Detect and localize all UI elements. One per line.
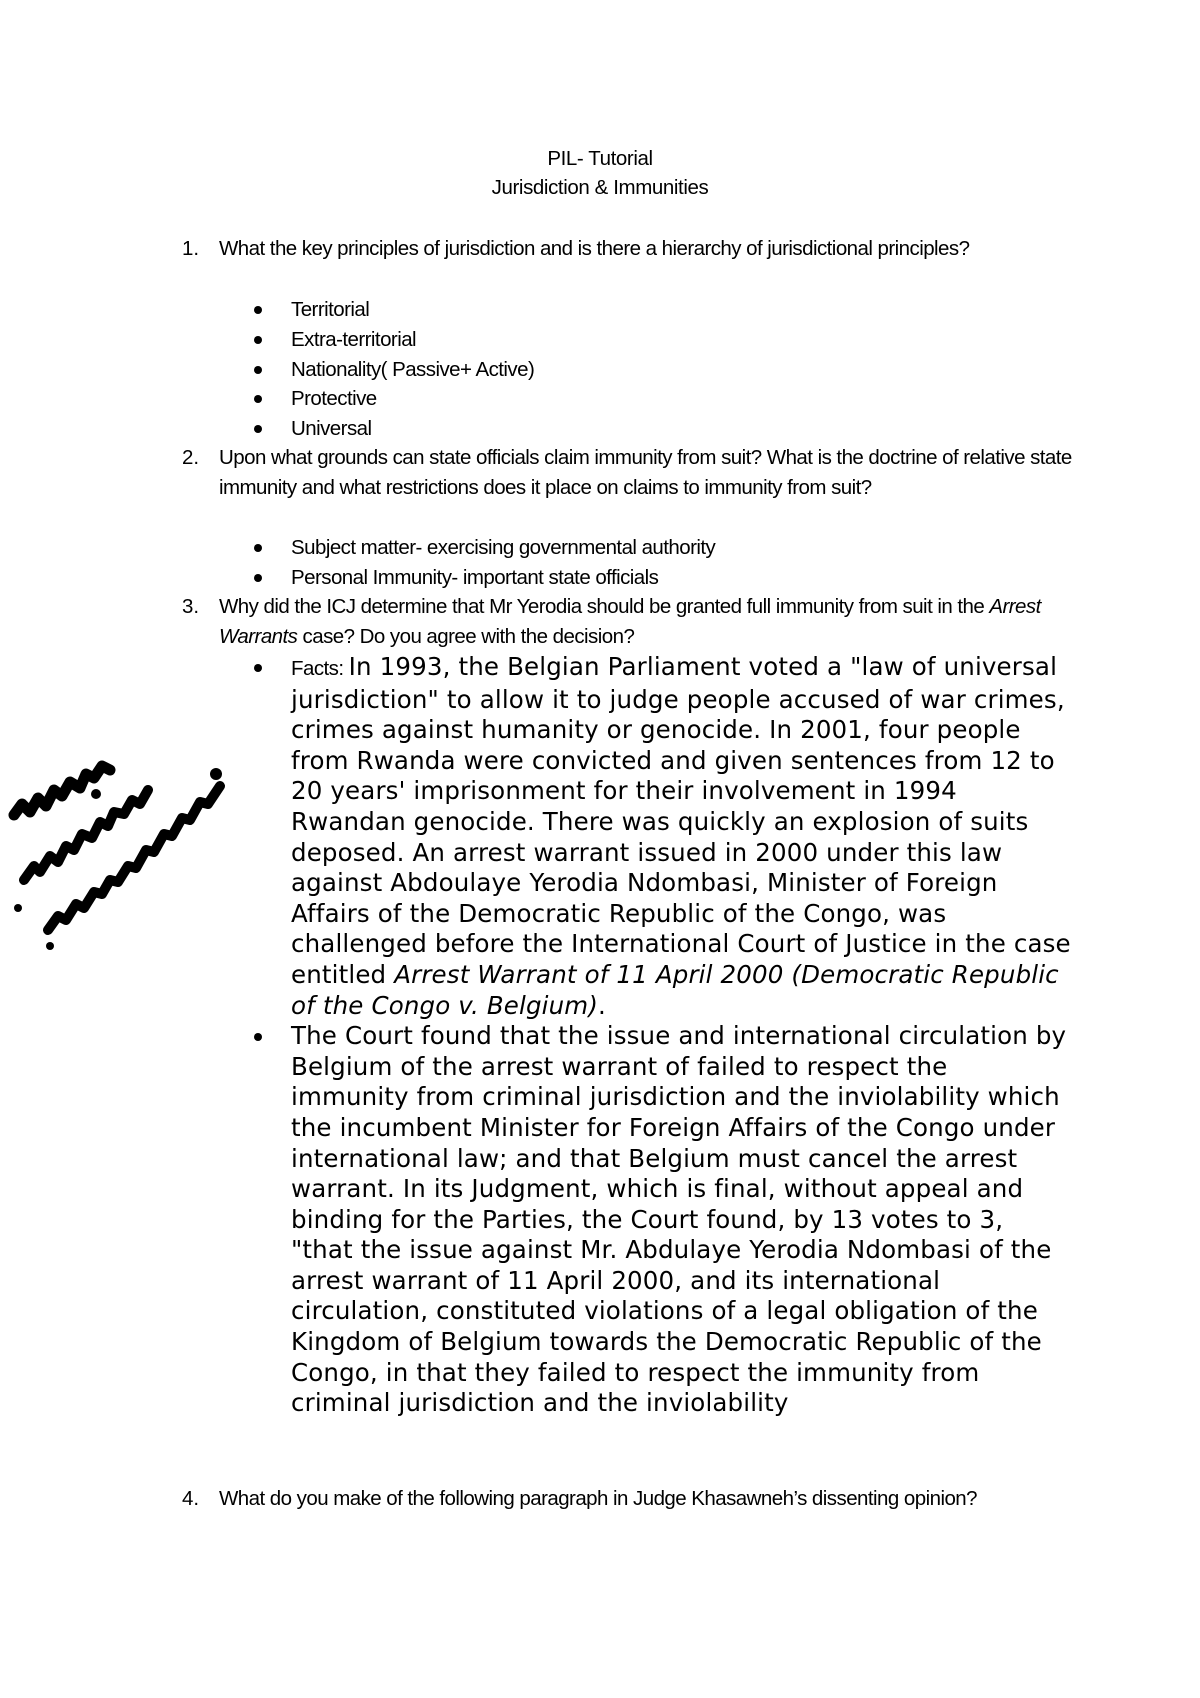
question-1-bullet-list (0, 295, 1200, 444)
court-finding-paragraph: The Court found that the issue and international circulation by Belgium of the arrest warrant of failed to respect the immunity from criminal jurisdiction and the inviolability which the incumbent Minister for Foreign Affairs of the Congo under international law; and that Belgium must cancel the arrest warrant. In its Judgment, which is final, without appeal and binding for the Parties, the Court found, by 13 votes to 3, "that the issue against Mr. Abdulaye Yerodia Ndombasi of the arrest warrant of 11 April 2000, and its international circulation, constituted violations of a legal obligation of the Kingdom of Belgium towards the Democratic Republic of the Congo, in that they failed to respect the immunity from criminal jurisdiction and the inviolability (0, 1021, 1071, 1419)
list-item: Territorial (0, 295, 1091, 325)
list-item: Personal Immunity- important state officials (0, 563, 1091, 593)
question-3-text: Why did the ICJ determine that Mr Yerodia should be granted full immunity from suit in the Arrest Warrants case? Do you agree with the decision? (219, 595, 1041, 648)
list-item: Nationality( Passive+ Active) (0, 355, 1091, 385)
bullet-icon (254, 366, 262, 374)
question-4-number: 4. (182, 1487, 200, 1510)
question-3-number: 3. (182, 595, 200, 618)
question-1-number: 1. (182, 237, 200, 260)
question-4-text: What do you make of the following paragraph in Judge Khasawneh’s dissenting opinion? (219, 1487, 978, 1510)
bullet-icon (254, 425, 262, 433)
bullet-icon (254, 544, 262, 552)
handwritten-scribble (0, 730, 240, 960)
facts-paragraph: Facts: In 1993, the Belgian Parliament voted a "law of universal jurisdiction" to allow it to judge people accused of war crimes, crimes against humanity or genocide. In 2001, four people from Rwanda were convicted and given sentences from 12 to 20 years' imprisonment for their involvement in 1994 Rwandan genocide. There was quickly an explosion of suits deposed. An arrest warrant issued in 2000 under this law against Abdoulaye Yerodia Ndombasi, Minister of Foreign Affairs of the Democratic Republic of the Congo, was challenged before the International Court of Justice in the case entitled Arrest Warrant of 11 April 2000 (Democratic Republic of the Congo v. Belgium). (0, 652, 1071, 1021)
question-2-number: 2. (182, 446, 200, 469)
bullet-icon (254, 1033, 262, 1041)
list-item: Extra-territorial (0, 325, 1091, 355)
question-2-text: Upon what grounds can state officials claim immunity from suit? What is the doctrine of relative state immunity and what restrictions does it place on claims to immunity from suit? (219, 446, 1072, 499)
list-item: Protective (0, 384, 1091, 414)
bullet-icon (254, 574, 262, 582)
bullet-icon (254, 336, 262, 344)
list-item: Universal (0, 414, 1091, 444)
bullet-icon (254, 395, 262, 403)
list-item: Subject matter- exercising governmental authority (0, 533, 1091, 563)
bullet-icon (254, 306, 262, 314)
case-name: Arrest Warrants (219, 595, 1041, 648)
document-subtitle: Jurisdiction & Immunities (491, 176, 709, 199)
case-title: Arrest Warrant of 11 April 2000 (Democratic Republic of the Congo v. Belgium) (291, 959, 1059, 1020)
question-2-bullet-list (0, 533, 1200, 593)
question-1-text: What the key principles of jurisdiction and is there a hierarchy of jurisdictional principles? (219, 237, 970, 260)
document-title: PIL- Tutorial (547, 147, 653, 170)
bullet-icon (254, 664, 262, 672)
facts-label: Facts: (291, 657, 349, 680)
